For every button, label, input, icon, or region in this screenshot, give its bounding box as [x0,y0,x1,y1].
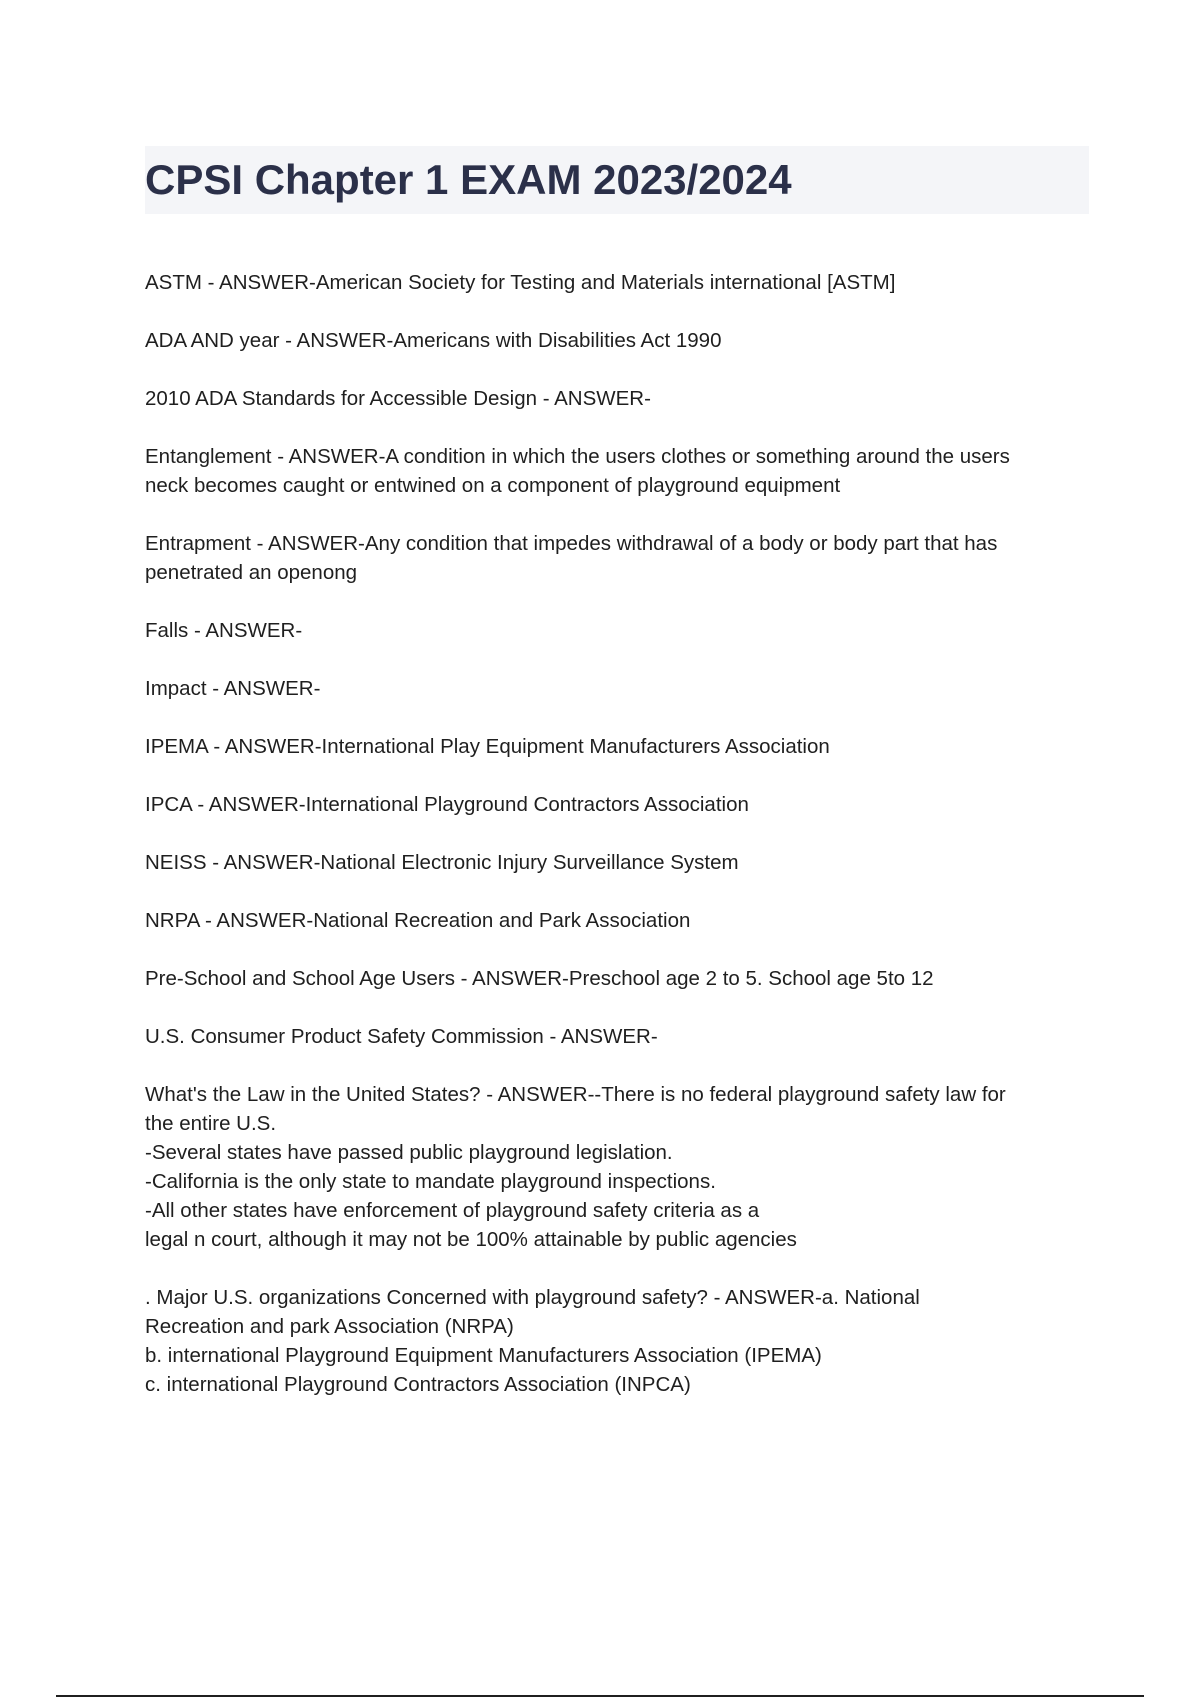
qa-entry-falls: Falls - ANSWER- [145,619,303,642]
qa-entry-entanglement: Entanglement - ANSWER-A condition in which the users clothes or something around the users neck becomes caught or entwined on a component of playground equipment [145,445,1010,497]
qa-entry-user-ages: Pre-School and School Age Users - ANSWER-Preschool age 2 to 5. School age 5to 12 [145,967,934,990]
qa-entry-nrpa: NRPA - ANSWER-National Recreation and Park Association [145,909,691,932]
qa-entry-ada-standards: 2010 ADA Standards for Accessible Design - ANSWER- [145,387,651,410]
qa-entry-major-organizations: . Major U.S. organizations Concerned with playground safety? - ANSWER-a. National Recreation and park Association (NRPA) b. international Playground Equipment Manufacturers Association (IPEMA) c. international Playground Contractors Association (INPCA) [145,1286,920,1396]
title-banner [145,146,1089,214]
qa-entry-entrapment: Entrapment - ANSWER-Any condition that impedes withdrawal of a body or body part that has penetrated an openong [145,532,998,584]
document-title: CPSI Chapter 1 EXAM 2023/2024 [145,156,792,203]
qa-list [145,268,1095,1428]
qa-entry-astm: ASTM - ANSWER-American Society for Testing and Materials international [ASTM] [145,271,896,294]
qa-entry-impact: Impact - ANSWER- [145,677,321,700]
qa-entry-us-law: What's the Law in the United States? - ANSWER--There is no federal playground safety law for the entire U.S. -Several states have passed public playground legislation. -California is the only state to mandate playground inspections. -All other states have enforcement of playground safety criteria as a legal n court, although it may not be 100% attainable by public agencies [145,1083,1006,1251]
qa-entry-ipema: IPEMA - ANSWER-International Play Equipment Manufacturers Association [145,735,830,758]
qa-entry-ipca: IPCA - ANSWER-International Playground Contractors Association [145,793,749,816]
qa-entry-ada-year: ADA AND year - ANSWER-Americans with Disabilities Act 1990 [145,329,722,352]
qa-entry-neiss: NEISS - ANSWER-National Electronic Injury Surveillance System [145,851,739,874]
footer-divider [56,1695,1144,1697]
qa-entry-cpsc: U.S. Consumer Product Safety Commission - ANSWER- [145,1025,658,1048]
